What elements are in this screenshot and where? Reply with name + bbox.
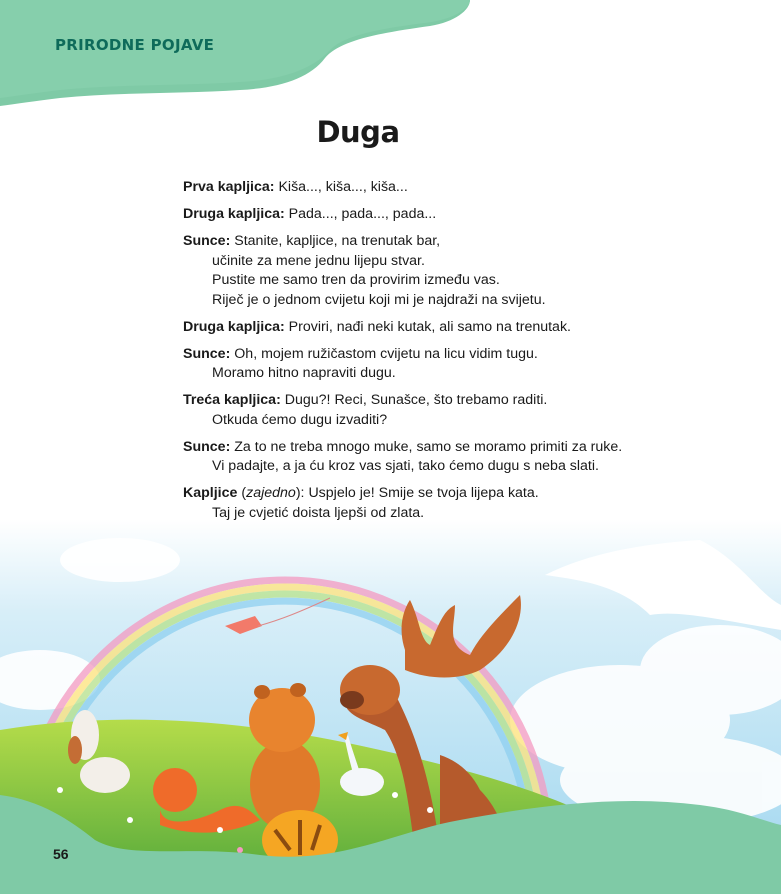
stage-note: zajedno <box>246 485 296 501</box>
section-label: PRIRODNE POJAVE <box>55 36 215 54</box>
dialog-text-line: Dugu?! Reci, Sunašce, što trebamo raditi. <box>284 392 548 408</box>
dialog-text-line: Stanite, kapljice, na trenutak bar, <box>234 233 441 249</box>
speaker: Sunce: <box>183 345 231 362</box>
dialog-text-line: Riječ je o jednom cvijetu koji mi je najdraži na svijetu. <box>212 291 546 308</box>
dialog-line: Kapljice (zajedno): Uspjelo je! Smije se tvoja lijepa kata. Taj je cvjetić doista ljepši od zlata. <box>183 484 683 523</box>
speaker: Druga kapljica: <box>183 206 285 222</box>
header-decoration <box>0 0 781 110</box>
dialog-text-line: Taj je cvjetić doista ljepši od zlata. <box>212 504 425 521</box>
dialog-line <box>183 391 683 430</box>
dialog-line <box>183 232 683 310</box>
page-number: 56 <box>53 846 69 862</box>
dialog-text-line: Oh, mojem ružičastom cvijetu na licu vidim tugu. <box>234 345 538 362</box>
dialog-text-line: Pustite me samo tren da provirim između vas. <box>212 272 500 288</box>
dialog-text-line: Vi padajte, a ja ću kroz vas sjati, tako ćemo dugu s neba slati. <box>212 458 599 474</box>
dialog-line <box>183 178 683 198</box>
speaker: Druga kapljica: <box>183 318 285 335</box>
dialog-text-line: Proviri, nađi neki kutak, ali samo na trenutak. <box>288 318 571 335</box>
dialog-line <box>183 205 683 225</box>
dialog-text-line: Uspjelo je! Smije se tvoja lijepa kata. <box>308 485 539 501</box>
dialog-text-line: učinite za mene jednu lijepu stvar. <box>212 252 425 269</box>
dialog-text-line: Za to ne treba mnogo muke, samo se moramo primiti za ruke. <box>234 438 623 455</box>
bear <box>249 683 320 830</box>
rainbow-illustration <box>0 520 781 894</box>
dialog-text-line: Pada..., pada..., pada... <box>288 206 437 222</box>
speaker: Treća kapljica: <box>183 392 281 408</box>
speaker: Sunce: <box>183 438 231 455</box>
speaker: Prva kapljica: <box>183 179 275 195</box>
dialog-text-line: Kiša..., kiša..., kiša... <box>278 179 408 195</box>
dialog-line <box>183 318 683 338</box>
page-title: Duga <box>316 115 400 149</box>
dialog-text-line: Moramo hitno napraviti dugu. <box>212 365 396 381</box>
dialog-text <box>183 178 683 531</box>
dialog-line <box>183 345 683 384</box>
dialog-text-line: Otkuda ćemo dugu izvaditi? <box>212 411 388 428</box>
speaker: Kapljice <box>183 485 238 501</box>
speaker: Sunce: <box>183 233 231 249</box>
dialog-line <box>183 438 683 477</box>
